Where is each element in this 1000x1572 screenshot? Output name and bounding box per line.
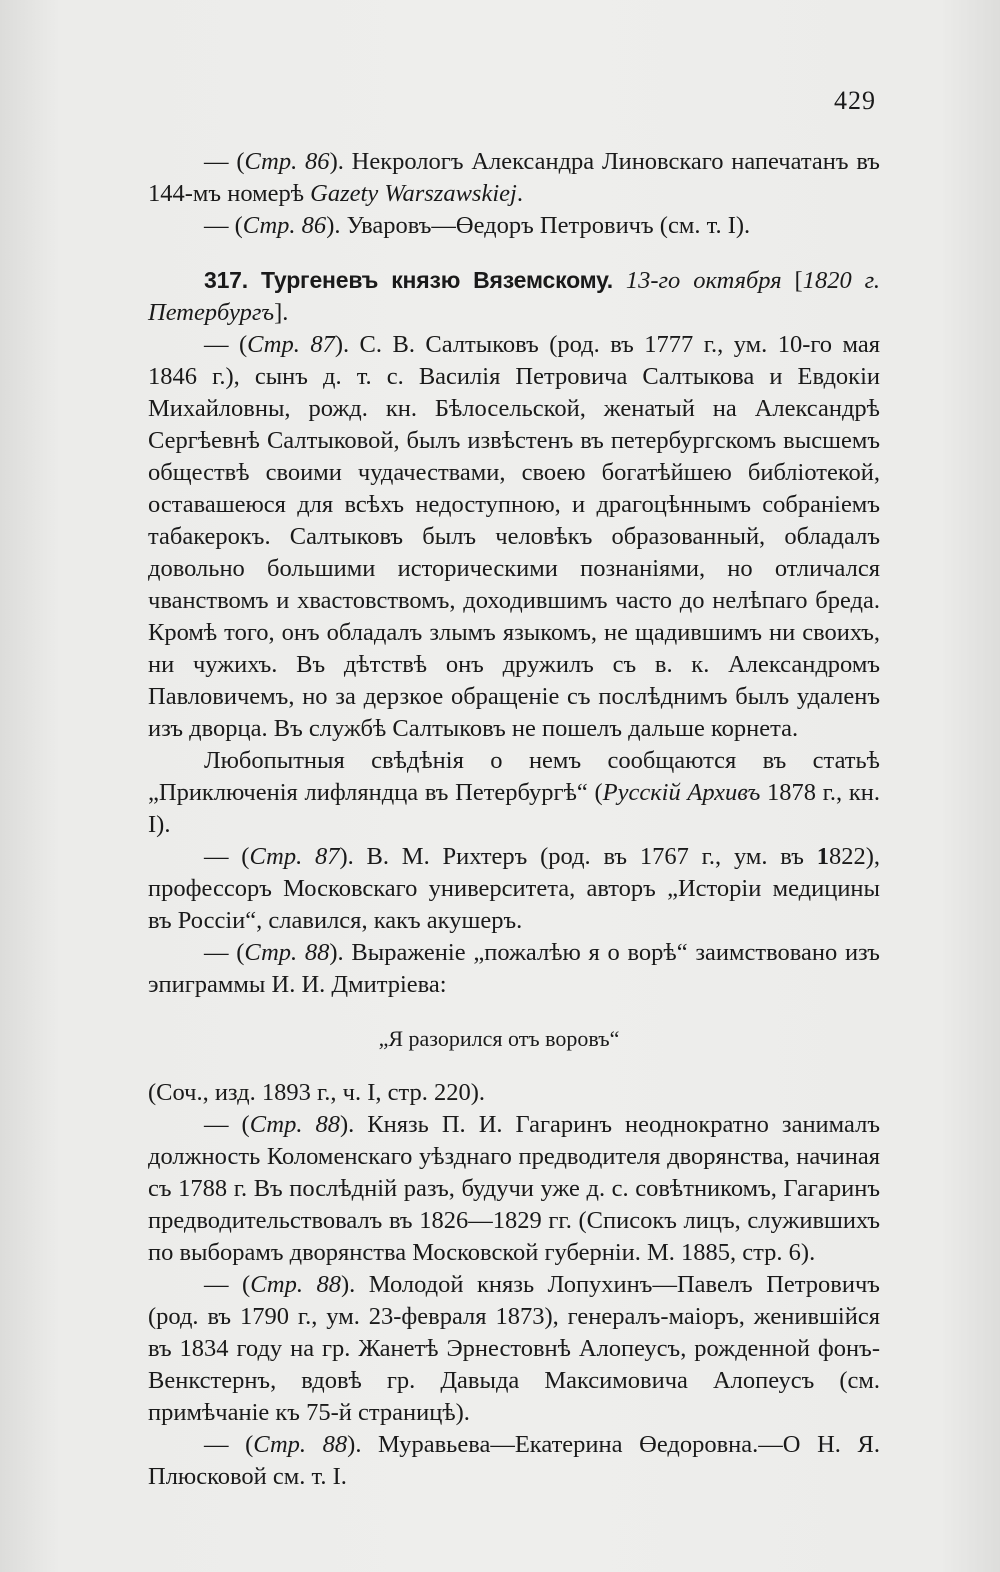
page-reference: Стр. 88 — [249, 1111, 340, 1138]
newspaper-title: Gazety Warszawskiej — [310, 180, 517, 207]
citation-line: (Соч., изд. 1893 г., ч. I, стр. 220). — [148, 1079, 486, 1106]
dash: — ( — [204, 148, 245, 175]
bracket: ]. — [274, 299, 289, 326]
note-text: 1878 г., кн. I). — [148, 779, 880, 838]
note-paragraph — [148, 745, 880, 841]
letter-heading — [148, 264, 880, 329]
note-text: . — [516, 180, 523, 207]
dash: — ( — [204, 212, 243, 239]
note-text: ). С. В. Салтыковъ (род. въ 1777 г., ум. 10-го мая 1846 г.), сынъ д. т. с. Василія Петровича Салтыкова и Евдокіи Михайловны, рожд. кн. Бѣлосельской, женатый на Александрѣ Сергѣевнѣ Салтыковой, былъ извѣстенъ въ петербургскомъ высшемъ обществѣ своими чудачествами, своею богатѣйшею библіотекой, оставашеюся для всѣхъ недоступною, и драгоцѣннымъ собраніемъ табакерокъ. Салтыковъ былъ человѣкъ образованный, обладалъ довольно большими историческими познаніями, но отличался чванствомъ и хвастовствомъ, доходившимъ часто до нелѣпаго бреда. Кромѣ того, онъ обладалъ злымъ языкомъ, не щадившимъ ни своихъ, ни чужихъ. Въ дѣтствѣ онъ дружилъ съ в. к. Александромъ Павловичемъ, но за дерзкое обращеніе съ послѣднимъ былъ удаленъ изъ дворца. Въ службѣ Салтыковъ не пошелъ дальше корнета. — [148, 331, 880, 742]
page-number: 429 — [834, 86, 876, 115]
note-paragraph — [148, 1269, 880, 1429]
dash: — ( — [204, 1431, 254, 1458]
journal-title: Русскій Архивъ — [602, 779, 761, 806]
page-reference: Стр. 87 — [247, 331, 335, 358]
note-text: ). Выраженіе „пожалѣю я о ворѣ“ заимствовано изъ эпиграммы И. И. Дмитріева: — [148, 939, 880, 998]
dash: — ( — [204, 939, 245, 966]
note-paragraph — [148, 937, 880, 1001]
note-text: 822), профессоръ Московскаго университета, авторъ „Исторіи медицины въ Россіи“, славился, какъ акушеръ. — [148, 843, 880, 934]
page-reference: Стр. 87 — [249, 843, 340, 870]
note-text: ). Некрологъ Александра Линовскаго напечатанъ въ 144-мъ номерѣ — [148, 148, 880, 207]
dash: — ( — [204, 331, 248, 358]
bold-digit: 1 — [816, 843, 829, 870]
note-text: ). Муравьева—Екатерина Өедоровна.—О Н. Я. Плюсковой см. т. I. — [148, 1431, 880, 1490]
letter-date: 13-го октября — [625, 267, 782, 294]
note-text: ). Уваровъ—Өедоръ Петровичъ (см. т. I). — [326, 212, 751, 239]
note-paragraph — [148, 210, 880, 242]
page-reference: Стр. 88 — [244, 939, 330, 966]
bracket: [ — [794, 267, 803, 294]
note-paragraph — [148, 1109, 880, 1269]
page-reference: Стр. 88 — [250, 1271, 341, 1298]
epigram-quote: „Я разорился отъ воровъ“ — [378, 1026, 620, 1051]
dash: — ( — [204, 843, 250, 870]
dash: — ( — [204, 1271, 251, 1298]
page-reference: Стр. 88 — [253, 1431, 348, 1458]
page-reference: Стр. 86 — [244, 148, 330, 175]
page-reference: Стр. 86 — [242, 212, 327, 239]
note-text: ). Молодой князь Лопухинъ—Павелъ Петровичъ (род. въ 1790 г., ум. 23-февраля 1873), генералъ-маіоръ, женившійся въ 1834 году на гр. Жанетѣ Эрнестовнѣ Алопеусъ, рожденной фонъ-Венкстернъ, вдовѣ гр. Давыда Максимовича Алопеусъ (см. примѣчаніе къ 75-й страницѣ). — [148, 1271, 880, 1426]
note-text: Любопытныя свѣдѣнія о немъ сообщаются въ статьѣ „Приключенія лифляндца въ Петербургѣ“ ( — [148, 747, 880, 806]
note-text: ). Князь П. И. Гагаринъ неоднократно занималъ должность Коломенскаго уѣзднаго предводителя дворянства, начиная съ 1788 г. Въ послѣдній разъ, будучи уже д. с. совѣтникомъ, Гагаринъ предводительствовалъ въ 1826—1829 гг. (Списокъ лицъ, служившихъ по выборамъ дворянства Московской губерніи. М. 1885, стр. 6). — [148, 1111, 880, 1266]
note-paragraph — [148, 329, 880, 745]
dash: — ( — [204, 1111, 250, 1138]
note-paragraph — [148, 1429, 880, 1493]
letter-year-place: 1820 г. Петербургъ — [148, 267, 880, 326]
note-paragraph — [148, 841, 880, 937]
note-text: ). В. М. Рихтеръ (род. въ 1767 г., ум. въ — [339, 843, 817, 870]
letter-title: 317. Тургеневъ князю Вяземскому. — [204, 267, 613, 293]
note-paragraph — [148, 146, 880, 210]
page-body — [148, 146, 880, 1493]
